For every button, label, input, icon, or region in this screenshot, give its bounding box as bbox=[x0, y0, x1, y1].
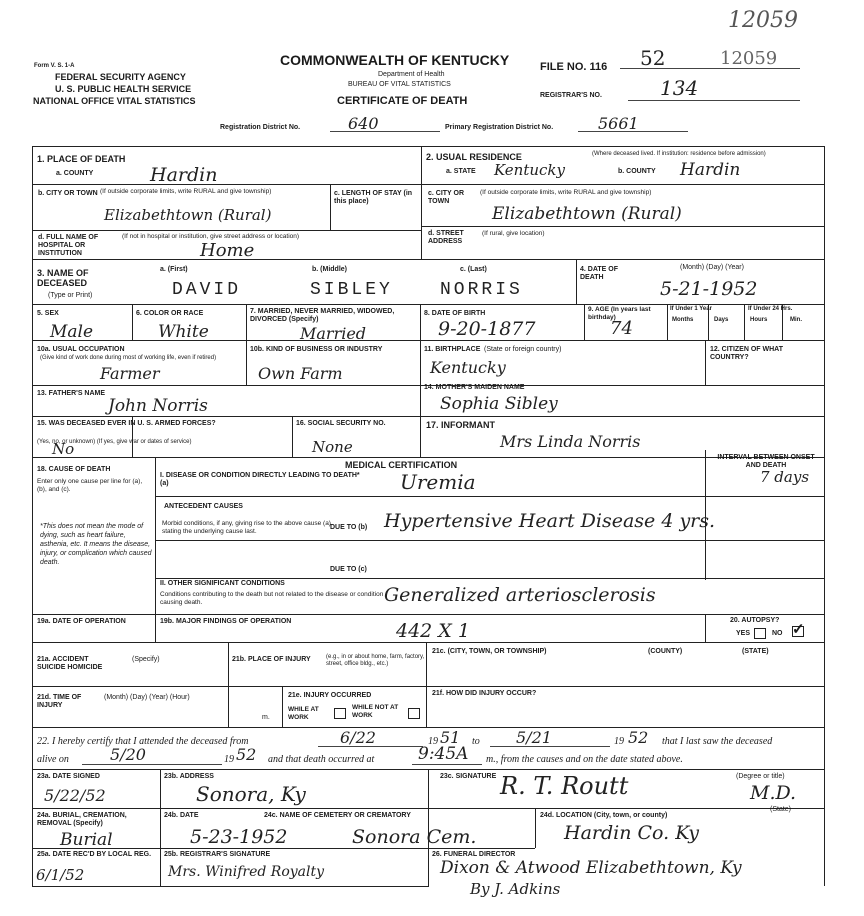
date-received-label: 25a. DATE REC'D BY LOCAL REG. bbox=[37, 851, 152, 858]
burial-date-value: 5-23-1952 bbox=[190, 826, 288, 848]
registrar-signature-label: 25b. REGISTRAR'S SIGNATURE bbox=[164, 851, 271, 858]
injury-time-m: m. bbox=[262, 714, 270, 721]
certify-19-b: 19 bbox=[614, 736, 624, 747]
street-address-note: (If rural, give location) bbox=[482, 230, 545, 237]
burial-value: Burial bbox=[60, 830, 113, 850]
street-address-label: d. STREET ADDRESS bbox=[428, 230, 464, 245]
residence-city-value: Elizabethtown (Rural) bbox=[492, 204, 682, 224]
cause-note: Enter only one cause per line for (a), (b), and (c). bbox=[37, 478, 143, 493]
burial-date-label: 24b. DATE bbox=[164, 812, 199, 819]
age-under-24-hours: If Under 24 Hrs. bbox=[748, 306, 793, 312]
certify-line-2-end: m., from the causes and on the date stated above. bbox=[486, 754, 683, 765]
age-label: 9. AGE (In years last birthday) bbox=[588, 306, 651, 321]
file-no-label: FILE NO. 116 bbox=[540, 61, 608, 73]
residence-city-label: c. CITY OR TOWN bbox=[428, 190, 465, 205]
funeral-director-label: 26. FUNERAL DIRECTOR bbox=[432, 851, 516, 858]
race-label: 6. COLOR OR RACE bbox=[136, 310, 204, 317]
informant-value: Mrs Linda Norris bbox=[500, 432, 641, 451]
last-name-value: NORRIS bbox=[440, 280, 523, 300]
cause-b-value: Hypertensive Heart Disease 4 yrs. bbox=[384, 510, 716, 532]
middle-name-value: SIBLEY bbox=[310, 280, 393, 300]
burial-location-state: (State) bbox=[770, 806, 792, 813]
medical-certification-title: MEDICAL CERTIFICATION bbox=[345, 460, 458, 470]
attended-from-year: 51 bbox=[440, 728, 461, 747]
sex-value: Male bbox=[50, 322, 94, 342]
date-of-death-value: 5-21-1952 bbox=[660, 278, 758, 300]
autopsy-no-label: NO bbox=[772, 630, 783, 637]
other-conditions-note: Conditions contributing to the death but not related to the disease or condition causing death. bbox=[160, 591, 384, 606]
cause-side-note: *This does not mean the mode of dying, such as heart failure, asthenia, etc. It means the disease, injury, or complication which caused death. bbox=[40, 523, 152, 566]
alive-on-value: 5/20 bbox=[110, 745, 146, 764]
operation-findings-value: 442 X 1 bbox=[396, 620, 470, 642]
marital-value: Married bbox=[300, 324, 367, 343]
agency-line-1: FEDERAL SECURITY AGENCY bbox=[55, 72, 186, 82]
age-under-1-year: If Under 1 Year bbox=[670, 306, 712, 312]
citizen-label: 12. CITIZEN OF WHAT COUNTRY? bbox=[710, 346, 783, 361]
armed-forces-label: 15. WAS DECEASED EVER IN U. S. ARMED FORCES? bbox=[37, 420, 216, 427]
address-value: Sonora, Ky bbox=[196, 782, 306, 806]
certificate-title: CERTIFICATE OF DEATH bbox=[337, 95, 468, 107]
deceased-name-label: 3. NAME OF DECEASED bbox=[37, 268, 89, 288]
business-value: Own Farm bbox=[258, 364, 343, 383]
due-to-b-label: DUE TO (b) bbox=[330, 524, 368, 531]
operation-findings-label: 19b. MAJOR FINDINGS OF OPERATION bbox=[160, 618, 292, 625]
death-city-note: (If outside corporate limits, write RURAL and give township) bbox=[100, 188, 272, 195]
birth-date-value: 9-20-1877 bbox=[438, 318, 536, 340]
informant-label: 17. INFORMANT bbox=[426, 420, 496, 430]
reg-district-value: 640 bbox=[348, 114, 379, 133]
usual-residence-note: (Where deceased lived. If institution: residence before admission) bbox=[592, 151, 766, 157]
reg-district-label: Registration District No. bbox=[220, 124, 301, 131]
ssn-label: 16. SOCIAL SECURITY NO. bbox=[296, 420, 386, 427]
date-signed-value: 5/22/52 bbox=[44, 786, 106, 805]
date-received-value: 6/1/52 bbox=[36, 866, 85, 884]
hospital-label: d. FULL NAME OF HOSPITAL OR INSTITUTION bbox=[38, 234, 99, 257]
deceased-name-note: (Type or Print) bbox=[48, 292, 93, 299]
attended-to-year: 52 bbox=[628, 728, 649, 747]
age-days-label: Days bbox=[714, 317, 729, 323]
injury-occurred-label: 21e. INJURY OCCURRED bbox=[288, 692, 372, 699]
autopsy-label: 20. AUTOPSY? bbox=[730, 617, 780, 624]
certify-19-c: 19 bbox=[224, 754, 234, 765]
due-to-c-label: DUE TO (c) bbox=[330, 566, 367, 573]
registrar-signature-value: Mrs. Winifred Royalty bbox=[168, 864, 325, 880]
birthplace-value: Kentucky bbox=[430, 358, 506, 377]
race-value: White bbox=[158, 322, 209, 342]
autopsy-yes-label: YES bbox=[736, 630, 751, 637]
occupation-value: Farmer bbox=[100, 364, 160, 383]
funeral-director-value: Dixon & Atwood Elizabethtown, Ky bbox=[440, 858, 742, 878]
mother-label: 14. MOTHER'S MAIDEN NAME bbox=[424, 384, 525, 391]
mother-value: Sophia Sibley bbox=[440, 394, 558, 414]
residence-state-label: a. STATE bbox=[446, 168, 476, 175]
injury-state-label: (STATE) bbox=[742, 648, 769, 655]
interval-value: 7 days bbox=[760, 468, 810, 486]
primary-district-value: 5661 bbox=[598, 114, 639, 133]
age-value: 74 bbox=[610, 318, 633, 339]
signature-value: R. T. Routt bbox=[500, 772, 629, 800]
file-no-value: 52 bbox=[640, 46, 666, 70]
father-value: John Norris bbox=[108, 396, 208, 416]
occupation-note: (Give kind of work done during most of working life, even if retired) bbox=[40, 355, 217, 361]
certify-death-occurred: and that death occurred at bbox=[268, 754, 375, 765]
burial-location-label: 24d. LOCATION (City, town, or county) bbox=[540, 812, 668, 819]
birthplace-note: (State or foreign country) bbox=[484, 346, 562, 353]
morbid-note: Morbid conditions, if any, giving rise to the above cause (a) stating the underlying cause last. bbox=[162, 520, 331, 535]
registrar-no-value: 134 bbox=[660, 76, 699, 100]
death-city-label: b. CITY OR TOWN bbox=[38, 190, 98, 197]
first-name-label: a. (First) bbox=[160, 266, 188, 273]
file-no-stamp: 12059 bbox=[720, 48, 778, 69]
cemetery-label: 24c. NAME OF CEMETERY OR CREMATORY bbox=[264, 812, 411, 819]
residence-state-value: Kentucky bbox=[494, 161, 565, 179]
length-of-stay-label: c. LENGTH OF STAY (in this place) bbox=[334, 190, 413, 205]
primary-district-label: Primary Registration District No. bbox=[445, 124, 554, 131]
injury-time-label: 21d. TIME OF INJURY bbox=[37, 694, 82, 709]
injury-time-columns: (Month) (Day) (Year) (Hour) bbox=[104, 694, 190, 701]
age-min-label: Min. bbox=[790, 317, 802, 323]
burial-location-value: Hardin Co. Ky bbox=[564, 822, 699, 844]
agency-line-3: NATIONAL OFFICE VITAL STATISTICS bbox=[33, 96, 196, 106]
how-injury-label: 21f. HOW DID INJURY OCCUR? bbox=[432, 690, 537, 697]
cause-i-label: I. DISEASE OR CONDITION DIRECTLY LEADING TO DEATH* (a) bbox=[160, 472, 360, 487]
injury-city-label: 21c. (CITY, TOWN, OR TOWNSHIP) bbox=[432, 648, 547, 655]
registrar-no-label: REGISTRAR'S NO. bbox=[540, 92, 602, 99]
cause-of-death-label: 18. CAUSE OF DEATH bbox=[37, 466, 111, 473]
while-at-work-label: WHILE AT WORK bbox=[288, 706, 319, 721]
operation-date-label: 19a. DATE OF OPERATION bbox=[37, 618, 126, 625]
injury-place-label: 21b. PLACE OF INJURY bbox=[232, 656, 311, 663]
middle-name-label: b. (Middle) bbox=[312, 266, 347, 273]
stamp-number: 12059 bbox=[728, 8, 798, 33]
burial-label: 24a. BURIAL, CREMATION, REMOVAL (Specify) bbox=[37, 812, 127, 827]
signature-label: 23c. SIGNATURE bbox=[440, 773, 497, 780]
funeral-director-by: By J. Adkins bbox=[470, 880, 561, 898]
autopsy-yes-checkbox[interactable] bbox=[754, 628, 766, 639]
usual-residence-label: 2. USUAL RESIDENCE bbox=[426, 152, 522, 162]
date-of-death-columns: (Month) (Day) (Year) bbox=[680, 264, 744, 271]
first-name-value: DAVID bbox=[172, 280, 242, 300]
autopsy-check-mark: ✓ bbox=[792, 621, 805, 638]
sex-label: 5. SEX bbox=[37, 310, 59, 317]
form-title: COMMONWEALTH OF KENTUCKY bbox=[280, 52, 510, 68]
date-of-death-label: 4. DATE OF DEATH bbox=[580, 266, 618, 281]
cause-a-value: Uremia bbox=[400, 470, 476, 494]
interval-label: INTERVAL BETWEEN ONSET AND DEATH bbox=[717, 454, 815, 469]
last-name-label: c. (Last) bbox=[460, 266, 487, 273]
attended-to-value: 5/21 bbox=[516, 728, 552, 747]
certify-alive-on: alive on bbox=[37, 754, 69, 765]
father-label: 13. FATHER'S NAME bbox=[37, 390, 106, 397]
age-months-label: Months bbox=[672, 317, 694, 323]
hospital-note: (If not in hospital or institution, give street address or location) bbox=[122, 233, 300, 240]
attended-from-value: 6/22 bbox=[340, 728, 376, 747]
certify-line-1: 22. I hereby certify that I attended the deceased from bbox=[37, 736, 249, 747]
residence-county-label: b. COUNTY bbox=[618, 168, 656, 175]
business-label: 10b. KIND OF BUSINESS OR INDUSTRY bbox=[250, 346, 383, 353]
certify-19-a: 19 bbox=[428, 736, 438, 747]
injury-place-note: (e.g., in or about home, farm, factory, street, office bldg., etc.) bbox=[326, 654, 425, 667]
certify-line-1-end: that I last saw the deceased bbox=[662, 736, 773, 747]
degree-label: (Degree or title) bbox=[736, 773, 785, 780]
marital-label: 7. MARRIED, NEVER MARRIED, WIDOWED, DIVORCED (Specify) bbox=[250, 308, 395, 323]
death-time-value: 9:45A bbox=[418, 744, 469, 764]
certify-to: to bbox=[472, 736, 480, 747]
date-signed-label: 23a. DATE SIGNED bbox=[37, 773, 100, 780]
alive-on-year: 52 bbox=[236, 745, 257, 764]
bureau: BUREAU OF VITAL STATISTICS bbox=[348, 81, 451, 88]
accident-label: 21a. ACCIDENT SUICIDE HOMICIDE bbox=[37, 656, 103, 671]
occupation-label: 10a. USUAL OCCUPATION bbox=[37, 346, 125, 353]
birthplace-label: 11. BIRTHPLACE bbox=[424, 346, 481, 353]
death-city-value: Elizabethtown (Rural) bbox=[104, 206, 272, 224]
armed-forces-value: No bbox=[52, 440, 75, 458]
other-conditions-value: Generalized arteriosclerosis bbox=[384, 584, 656, 606]
residence-county-value: Hardin bbox=[680, 160, 741, 180]
place-of-death-label: 1. PLACE OF DEATH bbox=[37, 154, 126, 164]
agency-line-2: U. S. PUBLIC HEALTH SERVICE bbox=[55, 84, 192, 94]
injury-county-label: (COUNTY) bbox=[648, 648, 683, 655]
armed-forces-note: (Yes, no, or unknown) (If yes, give war or dates of service) bbox=[37, 439, 192, 445]
cemetery-value: Sonora Cem. bbox=[352, 826, 477, 848]
while-at-work-checkbox[interactable] bbox=[334, 708, 346, 719]
degree-value: M.D. bbox=[750, 782, 797, 804]
address-label: 23b. ADDRESS bbox=[164, 773, 214, 780]
form-id: Form V. S. 1-A bbox=[34, 63, 75, 69]
while-not-at-work-checkbox[interactable] bbox=[408, 708, 420, 719]
antecedent-causes-label: ANTECEDENT CAUSES bbox=[164, 503, 243, 510]
residence-city-note: (If outside corporate limits, write RURAL and give township) bbox=[480, 189, 652, 196]
death-county-label: a. COUNTY bbox=[56, 170, 94, 177]
birth-date-label: 8. DATE OF BIRTH bbox=[424, 310, 486, 317]
while-not-at-work-label: WHILE NOT AT WORK bbox=[352, 704, 399, 719]
accident-specify: (Specify) bbox=[132, 656, 160, 663]
death-county-value: Hardin bbox=[150, 164, 218, 186]
age-hours-label: Hours bbox=[750, 317, 768, 323]
hospital-value: Home bbox=[200, 240, 255, 261]
department: Department of Health bbox=[378, 71, 445, 78]
ssn-value: None bbox=[312, 438, 353, 456]
other-conditions-label: II. OTHER SIGNIFICANT CONDITIONS bbox=[160, 580, 285, 587]
